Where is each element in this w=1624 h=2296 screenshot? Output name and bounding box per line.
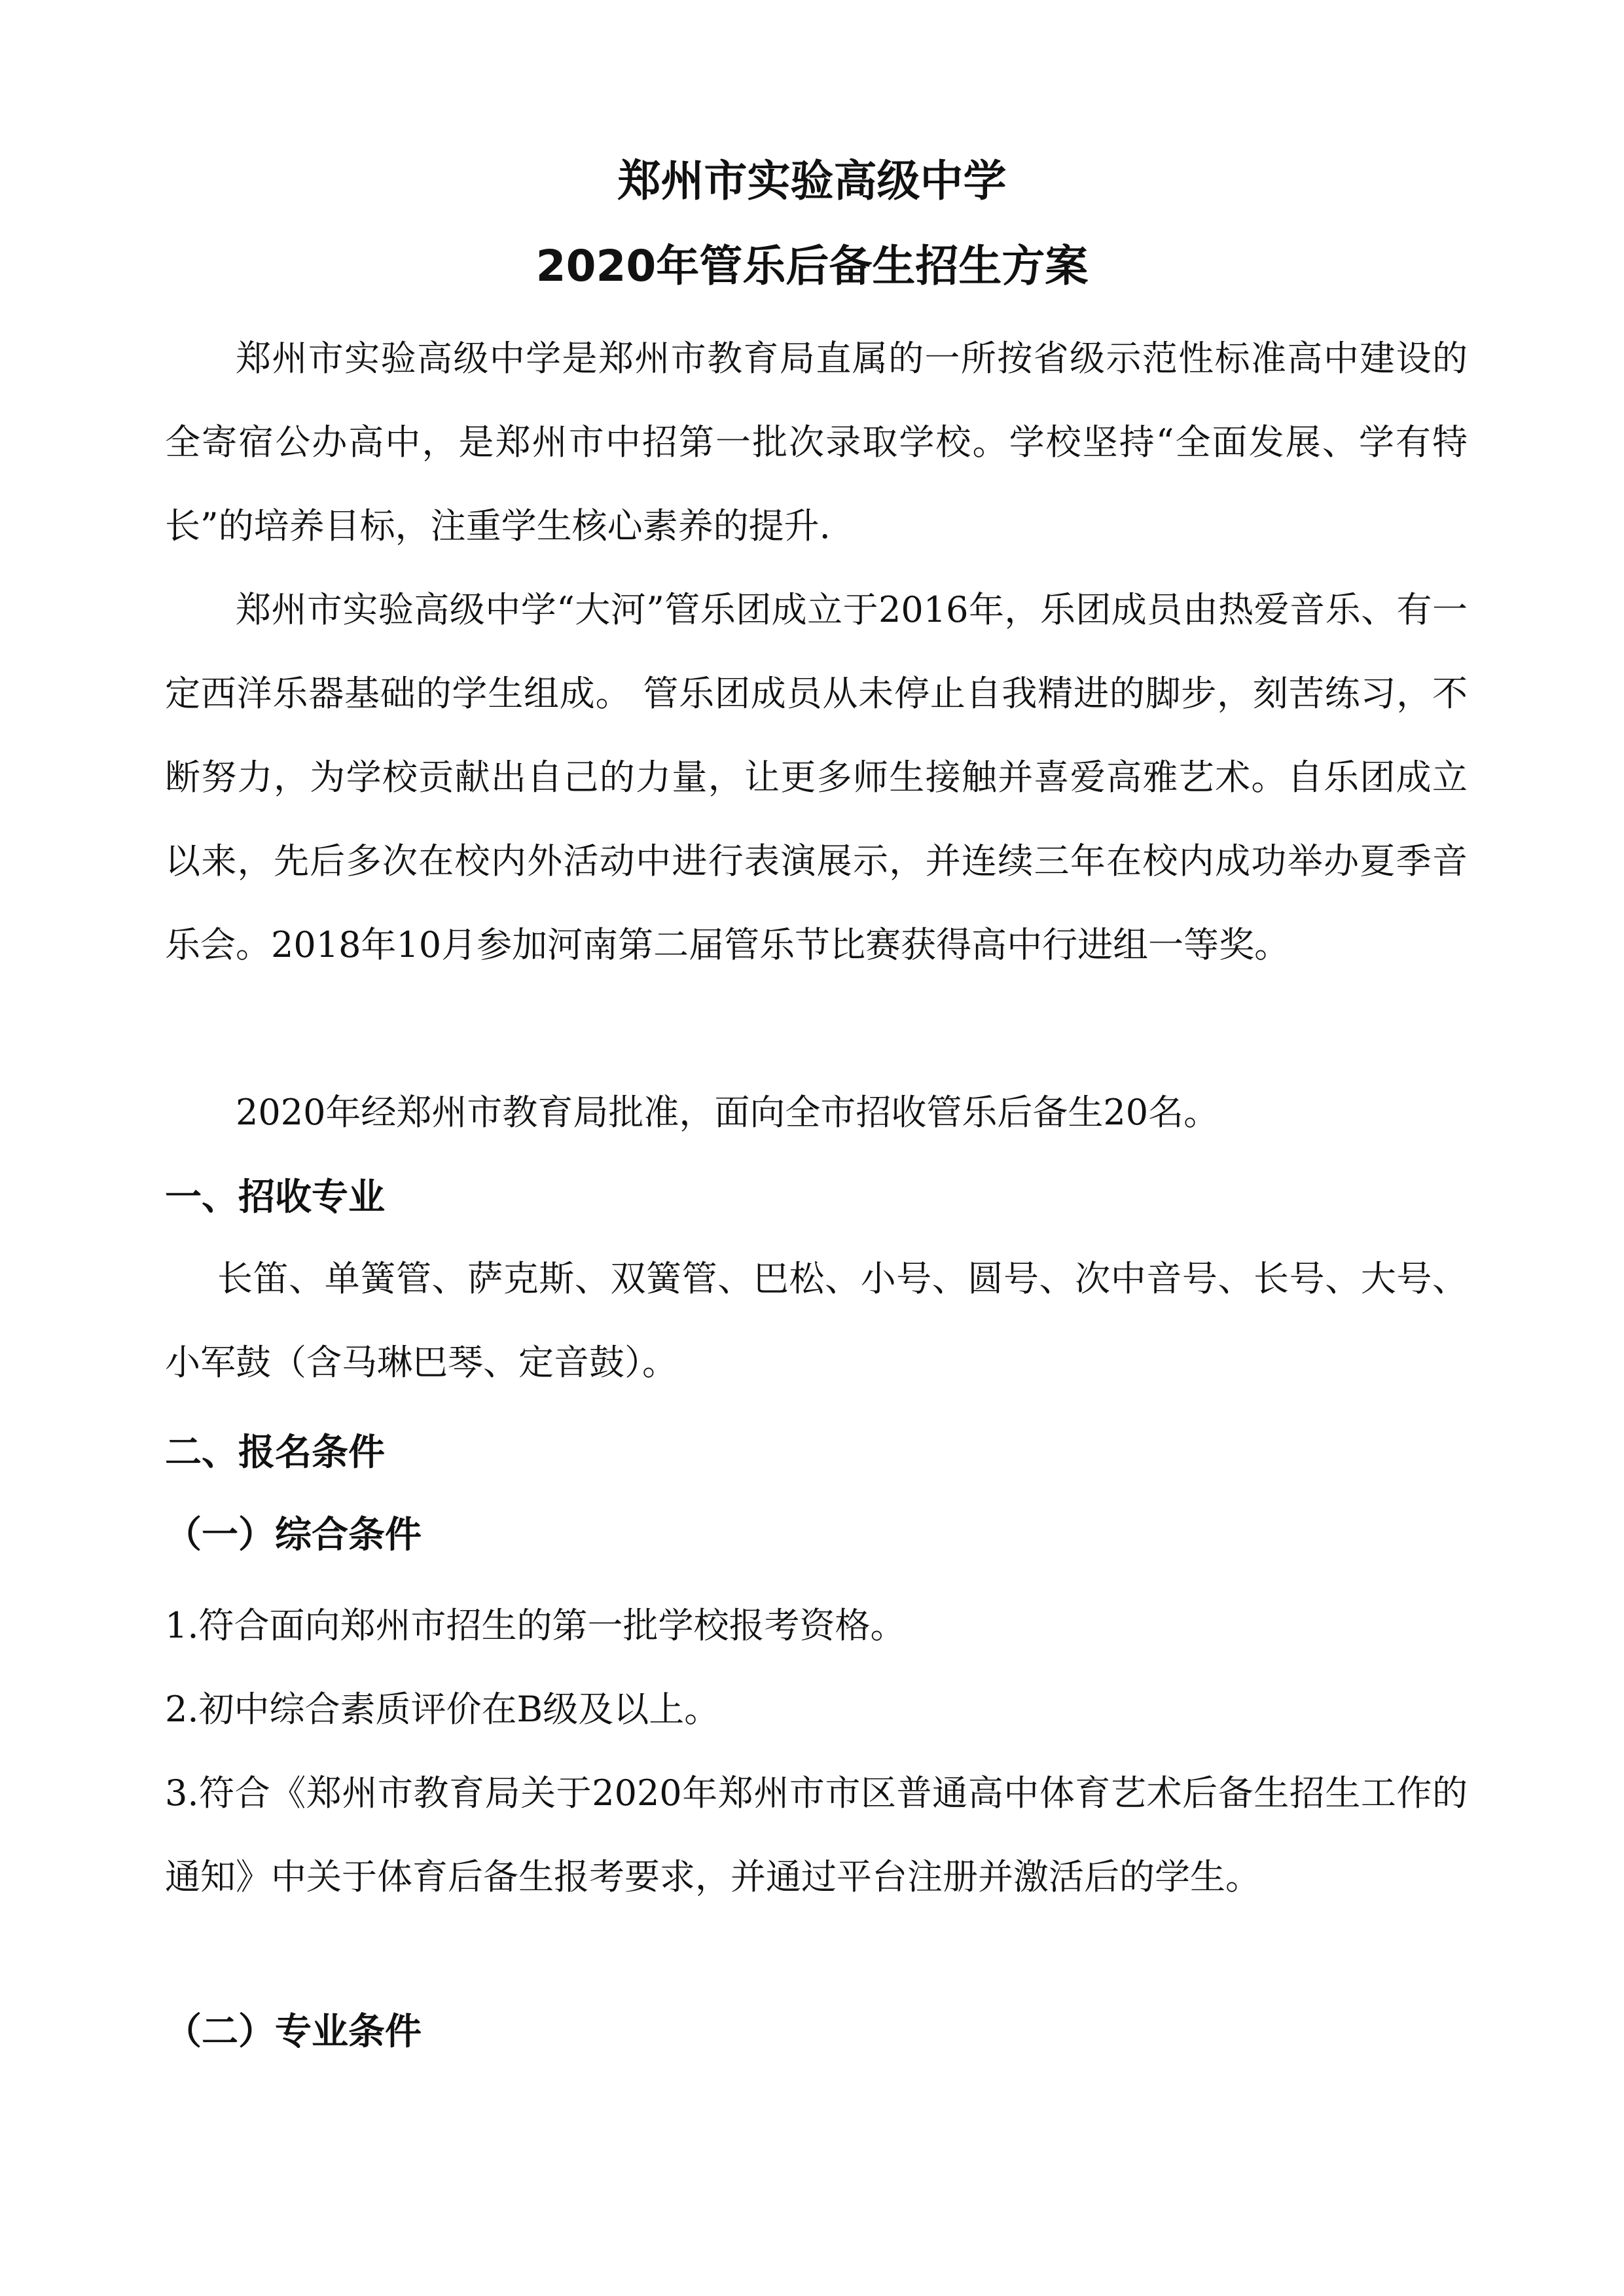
- intro-paragraph-quota: 2020年经郑州市教育局批准，面向全市招收管乐后备生20名。: [236, 1092, 1219, 1133]
- requirement-item: 2.初中综合素质评价在B级及以上。: [165, 1689, 720, 1730]
- intro-paragraph-band: 郑州市实验高级中学“大河”管乐团成立于2016年，乐团成员由热爱音乐、有一定西洋乐器基础的学生组成。 管乐团成员从未停止自我精进的脚步，刻苦练习，不断努力，为学校贡献出自己的力量，让更多师生接触并喜爱高雅艺术。自乐团成立以来，先后多次在校内外活动中进行表演展示，并连续三年在校内成功举办夏季音乐会。2018年10月参加河南第二届管乐节比赛获得高中行进组一等奖。: [165, 589, 1468, 965]
- document-subtitle: 2020年管乐后备生招生方案: [535, 241, 1089, 291]
- requirement-item: 3.符合《郑州市教育局关于2020年郑州市市区普通高中体育艺术后备生招生工作的通知》中关于体育后备生报考要求，并通过平台注册并激活后的学生。: [165, 1772, 1468, 1897]
- subsection-heading-professional: （二）专业条件: [165, 2011, 422, 2053]
- section-heading-majors: 一、招收专业: [165, 1176, 385, 1219]
- section-heading-requirements: 二、报名条件: [165, 1431, 385, 1474]
- subsection-heading-general: （一）综合条件: [165, 1514, 422, 1556]
- intro-paragraph-school: 郑州市实验高级中学是郑州市教育局直属的一所按省级示范性标准高中建设的全寄宿公办高中，是郑州市中招第一批次录取学校。学校坚持“全面发展、学有特长”的培养目标，注重学生核心素养的提升.: [165, 338, 1468, 547]
- document-title: 郑州市实验高级中学: [617, 156, 1007, 206]
- majors-list: 长笛、单簧管、萨克斯、双簧管、巴松、小号、圆号、次中音号、长号、大号、小军鼓（含马琳巴琴、定音鼓）。: [165, 1258, 1468, 1383]
- requirement-item: 1.符合面向郑州市招生的第一批学校报考资格。: [165, 1605, 906, 1646]
